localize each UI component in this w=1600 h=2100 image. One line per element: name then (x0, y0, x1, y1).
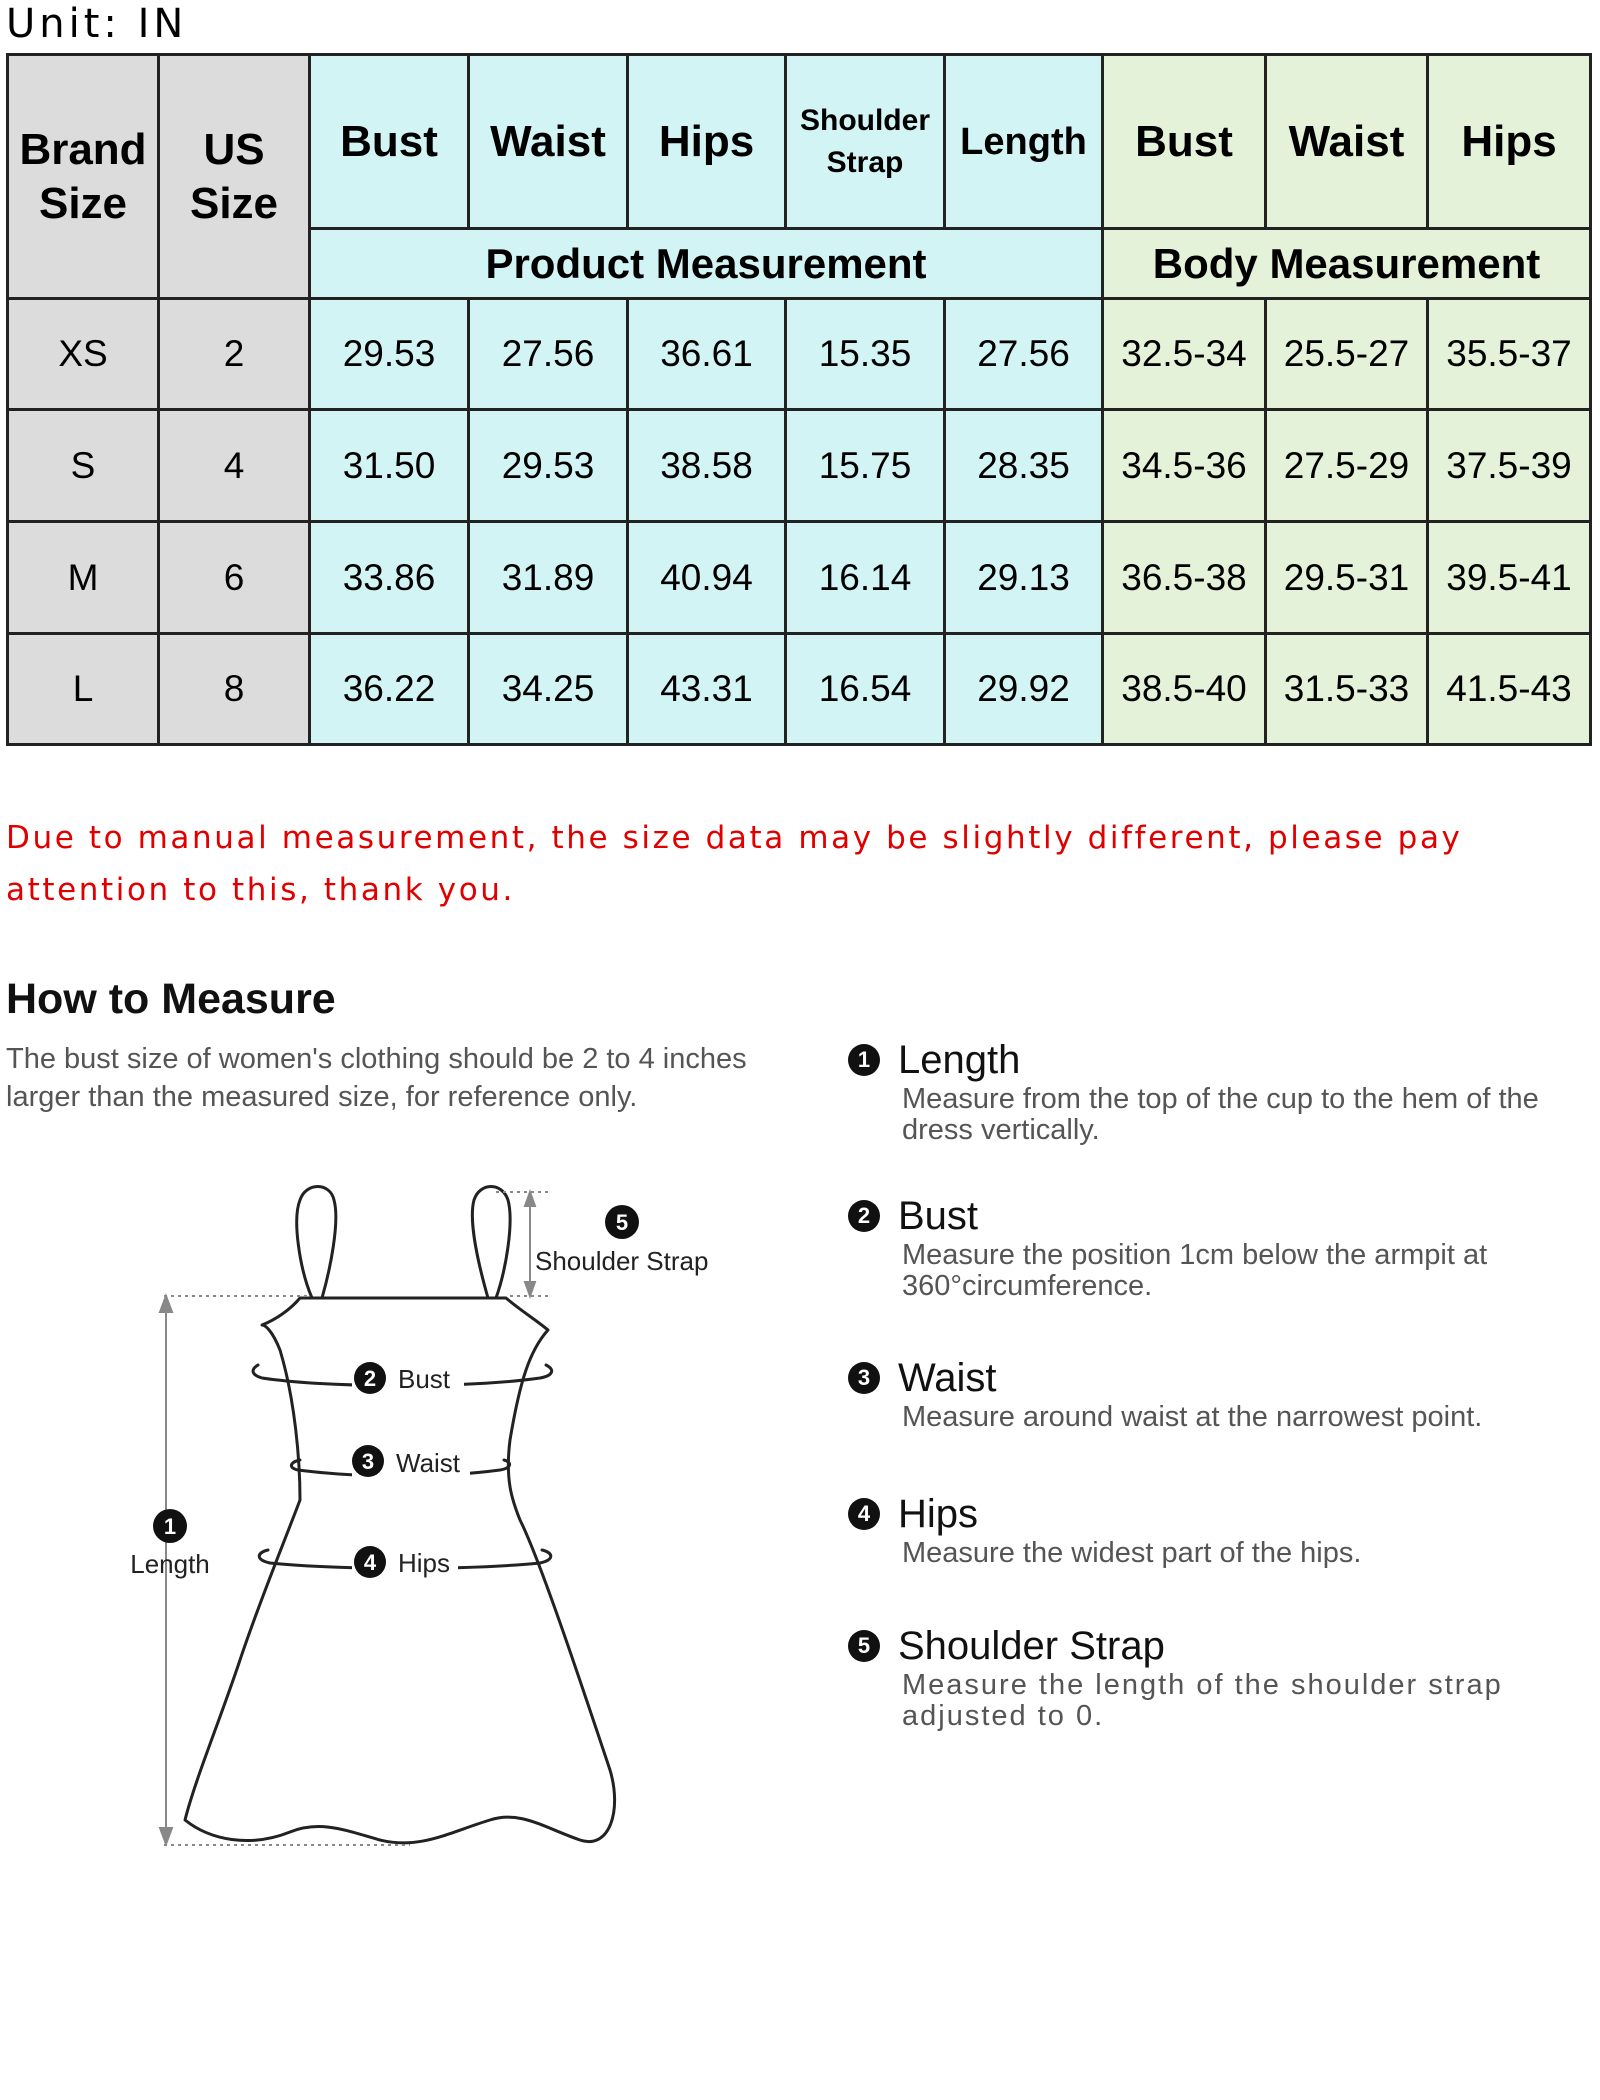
body-bust-cell: 34.5-36 (1103, 410, 1266, 522)
table-row (8, 634, 1591, 745)
number-badge: 5 (848, 1630, 880, 1662)
us-size-cell: 6 (159, 522, 310, 634)
instruction-waist (848, 1354, 1600, 1433)
brand-size-cell: M (8, 522, 159, 634)
header-product-length: Length (945, 55, 1103, 229)
header-body-hips: Hips (1428, 55, 1591, 229)
measurement-disclaimer: Due to manual measurement, the size data may be slightly different, please pay attention to this, thank you. (6, 820, 1463, 908)
product-strap-cell: 16.54 (786, 634, 945, 745)
product-length-cell: 28.35 (945, 410, 1103, 522)
body-waist-cell: 31.5-33 (1266, 634, 1428, 745)
body-bust-cell: 36.5-38 (1103, 522, 1266, 634)
product-length-cell: 29.92 (945, 634, 1103, 745)
waist-number: 3 (361, 1449, 375, 1474)
product-waist-cell: 34.25 (469, 634, 628, 745)
product-waist-cell: 27.56 (469, 299, 628, 410)
body-waist-cell: 25.5-27 (1266, 299, 1428, 410)
instruction-title: Bust (898, 1193, 979, 1238)
product-length-cell: 29.13 (945, 522, 1103, 634)
instruction-bust (848, 1192, 1600, 1302)
table-row (8, 522, 1591, 634)
number-badge: 4 (848, 1498, 880, 1530)
product-hips-cell: 36.61 (628, 299, 786, 410)
brand-size-cell: XS (8, 299, 159, 410)
bust-number: 2 (363, 1366, 377, 1391)
group-product-measurement: Product Measurement (310, 229, 1103, 299)
body-waist-cell: 27.5-29 (1266, 410, 1428, 522)
product-waist-cell: 31.89 (469, 522, 628, 634)
body-waist-cell: 29.5-31 (1266, 522, 1428, 634)
how-to-measure-title: How to Measure (6, 975, 336, 1023)
product-bust-cell: 29.53 (310, 299, 469, 410)
instruction-title: Shoulder Strap (898, 1623, 1165, 1668)
bust-label: Bust (398, 1364, 451, 1394)
body-hips-cell: 37.5-39 (1428, 410, 1591, 522)
product-bust-cell: 33.86 (310, 522, 469, 634)
body-hips-cell: 35.5-37 (1428, 299, 1591, 410)
header-product-shoulder-strap: Shoulder Strap (786, 55, 945, 229)
unit-label: Unit: IN (6, 1, 188, 47)
brand-size-cell: S (8, 410, 159, 522)
right-strap (472, 1187, 510, 1299)
header-us-size: US Size (159, 55, 310, 299)
us-size-cell: 8 (159, 634, 310, 745)
product-waist-cell: 29.53 (469, 410, 628, 522)
us-size-cell: 2 (159, 299, 310, 410)
us-size-cell: 4 (159, 410, 310, 522)
product-strap-cell: 15.35 (786, 299, 945, 410)
instruction-length (848, 1036, 1600, 1146)
table-row (8, 299, 1591, 410)
length-number: 1 (163, 1514, 177, 1539)
instruction-description: Measure the length of the shoulder strap adjusted to 0. (902, 1669, 1503, 1732)
body-hips-cell: 41.5-43 (1428, 634, 1591, 745)
number-badge: 1 (848, 1044, 880, 1076)
instruction-shoulder-strap (848, 1622, 1600, 1732)
brand-size-cell: L (8, 634, 159, 745)
product-hips-cell: 38.58 (628, 410, 786, 522)
instruction-title: Waist (898, 1355, 997, 1400)
instruction-title: Length (898, 1037, 1021, 1082)
strap-number: 5 (615, 1210, 629, 1235)
size-chart-table (6, 53, 1592, 746)
product-bust-cell: 31.50 (310, 410, 469, 522)
product-hips-cell: 43.31 (628, 634, 786, 745)
strap-label: Shoulder Strap (535, 1246, 709, 1276)
group-body-measurement: Body Measurement (1103, 229, 1591, 299)
length-label: Length (130, 1549, 210, 1579)
hips-number: 4 (363, 1550, 377, 1575)
product-length-cell: 27.56 (945, 299, 1103, 410)
product-bust-cell: 36.22 (310, 634, 469, 745)
header-product-bust: Bust (310, 55, 469, 229)
instruction-description: Measure around waist at the narrowest point. (902, 1401, 1483, 1433)
instruction-title: Hips (898, 1491, 979, 1536)
header-body-waist: Waist (1266, 55, 1428, 229)
header-product-hips: Hips (628, 55, 786, 229)
left-strap (297, 1187, 336, 1299)
number-badge: 3 (848, 1362, 880, 1394)
product-strap-cell: 15.75 (786, 410, 945, 522)
header-product-waist: Waist (469, 55, 628, 229)
number-badge: 2 (848, 1200, 880, 1232)
instruction-description: Measure from the top of the cup to the hem of the dress vertically. (902, 1083, 1539, 1146)
body-hips-cell: 39.5-41 (1428, 522, 1591, 634)
body-bust-cell: 32.5-34 (1103, 299, 1266, 410)
product-hips-cell: 40.94 (628, 522, 786, 634)
instruction-hips (848, 1490, 1600, 1569)
instruction-description: Measure the position 1cm below the armpit at 360°circumference. (902, 1239, 1488, 1302)
waist-label: Waist (396, 1448, 461, 1478)
instruction-description: Measure the widest part of the hips. (902, 1537, 1362, 1569)
how-to-measure-subtitle: The bust size of women's clothing should be 2 to 4 inches larger than the measured size, for reference only. (6, 1043, 747, 1113)
table-row (8, 410, 1591, 522)
header-brand-size: Brand Size (8, 55, 159, 299)
header-body-bust: Bust (1103, 55, 1266, 229)
body-bust-cell: 38.5-40 (1103, 634, 1266, 745)
hips-label: Hips (398, 1548, 451, 1578)
dress-measurement-diagram (0, 1160, 800, 1860)
product-strap-cell: 16.14 (786, 522, 945, 634)
